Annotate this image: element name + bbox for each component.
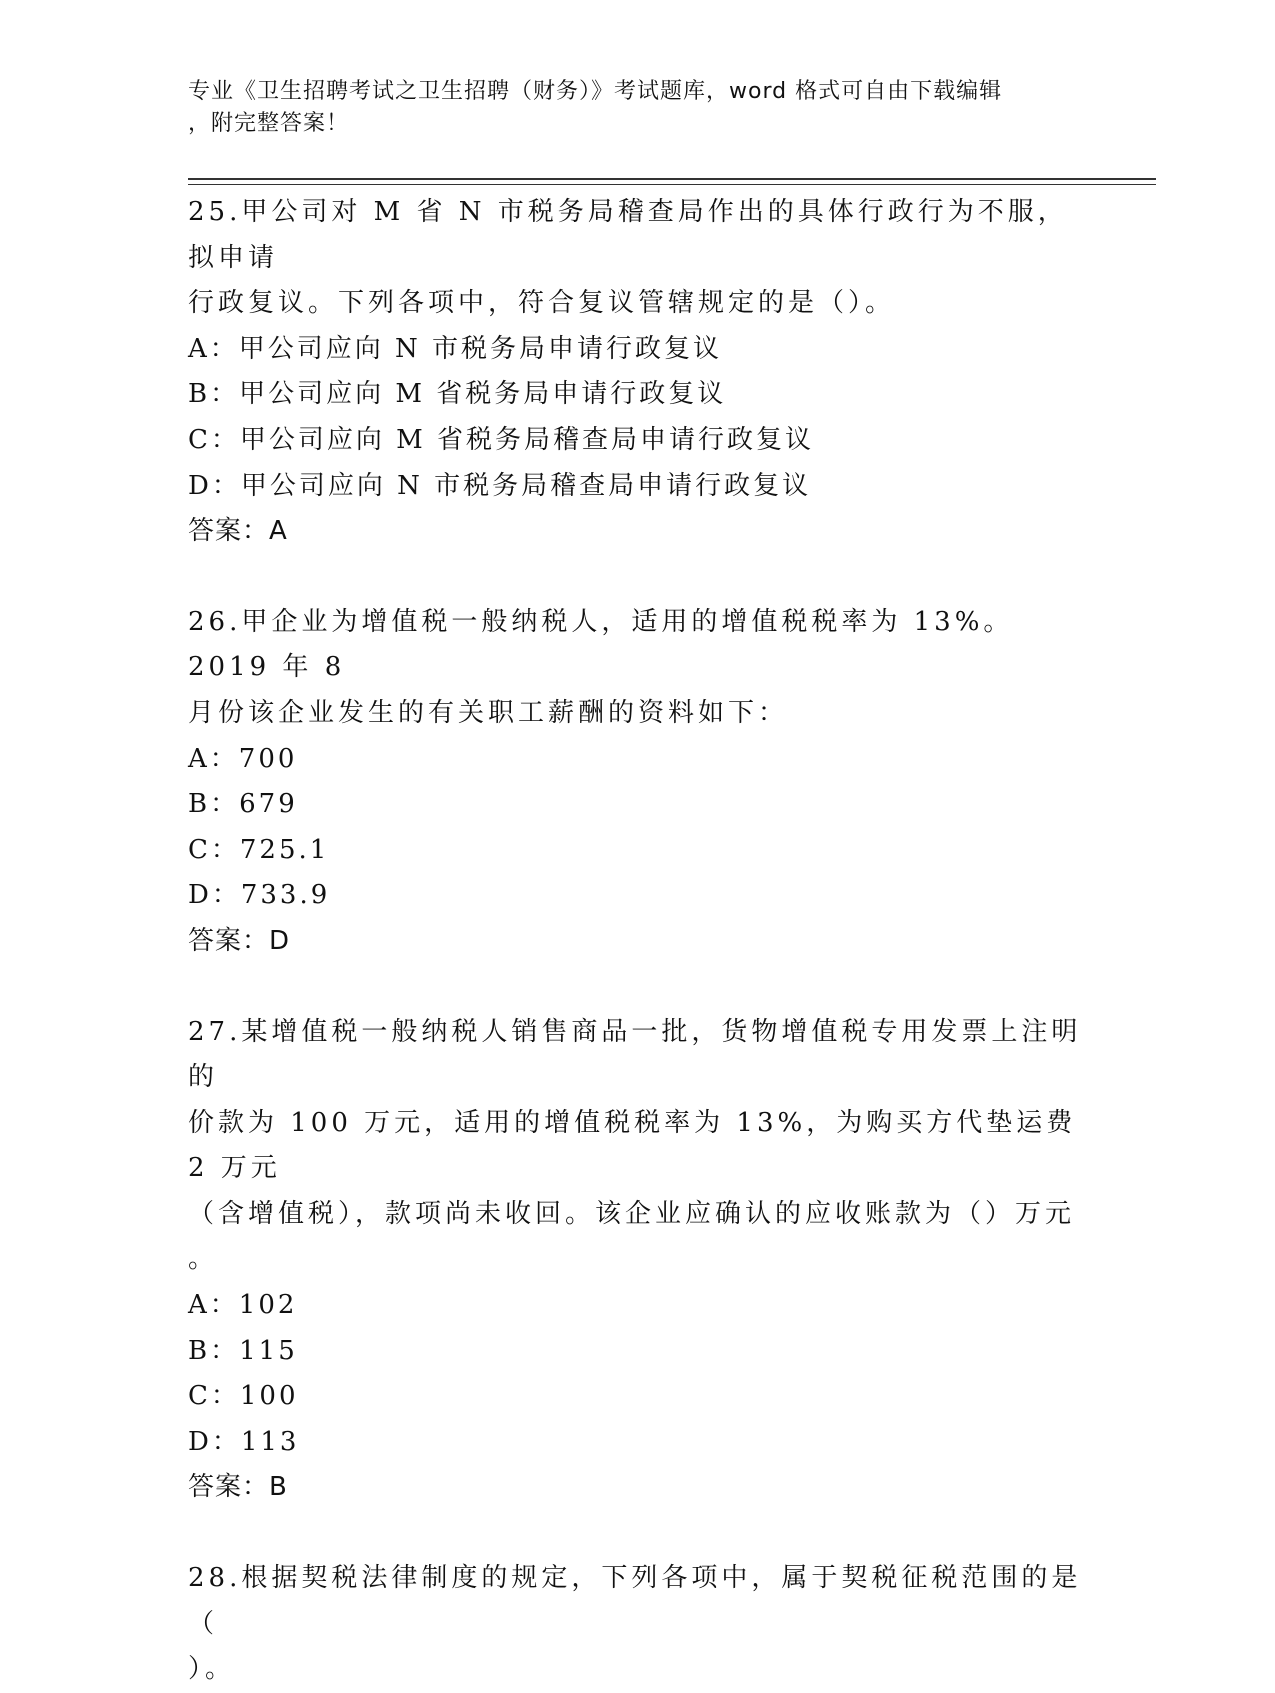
question-spacer (188, 965, 1088, 1010)
question-27-option-c: C：100 (188, 1381, 299, 1412)
question-27-option-a: A：102 (188, 1290, 298, 1321)
question-26-option-b: B：679 (188, 789, 298, 820)
question-25 (188, 190, 1088, 555)
question-26-text-line-2: 月份该企业发生的有关职工薪酬的资料如下： (188, 697, 789, 728)
question-list (188, 190, 1088, 1693)
document-header (188, 76, 1068, 140)
question-27-answer: 答案：B (188, 1472, 288, 1503)
question-26-answer: 答案：D (188, 925, 291, 956)
question-28-text-line-1: 28.根据契税法律制度的规定，下列各项中，属于契税征税范围的是（ (188, 1563, 1082, 1639)
question-25-option-c: C：甲公司应向 M 省税务局稽查局申请行政复议 (188, 424, 815, 455)
question-26-option-c: C：725.1 (188, 834, 330, 865)
question-27-text-line-1: 27.某增值税一般纳税人销售商品一批，货物增值税专用发票上注明的 (188, 1016, 1082, 1093)
question-26-option-a: A：700 (188, 743, 298, 774)
question-27 (188, 1010, 1088, 1512)
question-25-answer: 答案：A (188, 516, 288, 547)
question-spacer (188, 555, 1088, 600)
question-27-option-b: B：115 (188, 1335, 298, 1366)
header-line-2: ，附完整答案！ (188, 111, 350, 136)
question-27-option-d: D：113 (188, 1426, 300, 1457)
header-divider-thick (188, 178, 1156, 180)
question-25-option-a: A：甲公司应向 N 市税务局申请行政复议 (188, 333, 723, 364)
question-26-option-d: D：733.9 (188, 880, 331, 911)
question-27-text-line-2: 价款为 100 万元，适用的增值税税率为 13%，为购买方代垫运费 2 万元 (188, 1107, 1077, 1184)
question-28-text-line-2: ）。 (188, 1654, 236, 1685)
question-27-text-line-3: （含增值税），款项尚未收回。该企业应确认的应收账款为（）万元 (188, 1198, 1076, 1229)
header-divider-thin (188, 184, 1156, 185)
question-26 (188, 600, 1088, 965)
question-26-text-line-1: 26.甲企业为增值税一般纳税人，适用的增值税税率为 13%。2019 年 8 (188, 606, 1014, 683)
question-25-text-line-1: 25.甲公司对 M 省 N 市税务局稽查局作出的具体行政行为不服，拟申请 (188, 197, 1068, 273)
question-28 (188, 1556, 1088, 1693)
question-25-option-b: B：甲公司应向 M 省税务局申请行政复议 (188, 379, 727, 410)
question-spacer (188, 1511, 1088, 1556)
question-25-text-line-2: 行政复议。下列各项中，符合复议管辖规定的是（）。 (188, 288, 896, 319)
header-line-1: 专业《卫生招聘考试之卫生招聘（财务）》考试题库，word 格式可自由下载编辑 (188, 79, 1003, 104)
question-27-text-line-4: 。 (188, 1244, 219, 1275)
question-25-option-d: D：甲公司应向 N 市税务局稽查局申请行政复议 (188, 470, 812, 501)
